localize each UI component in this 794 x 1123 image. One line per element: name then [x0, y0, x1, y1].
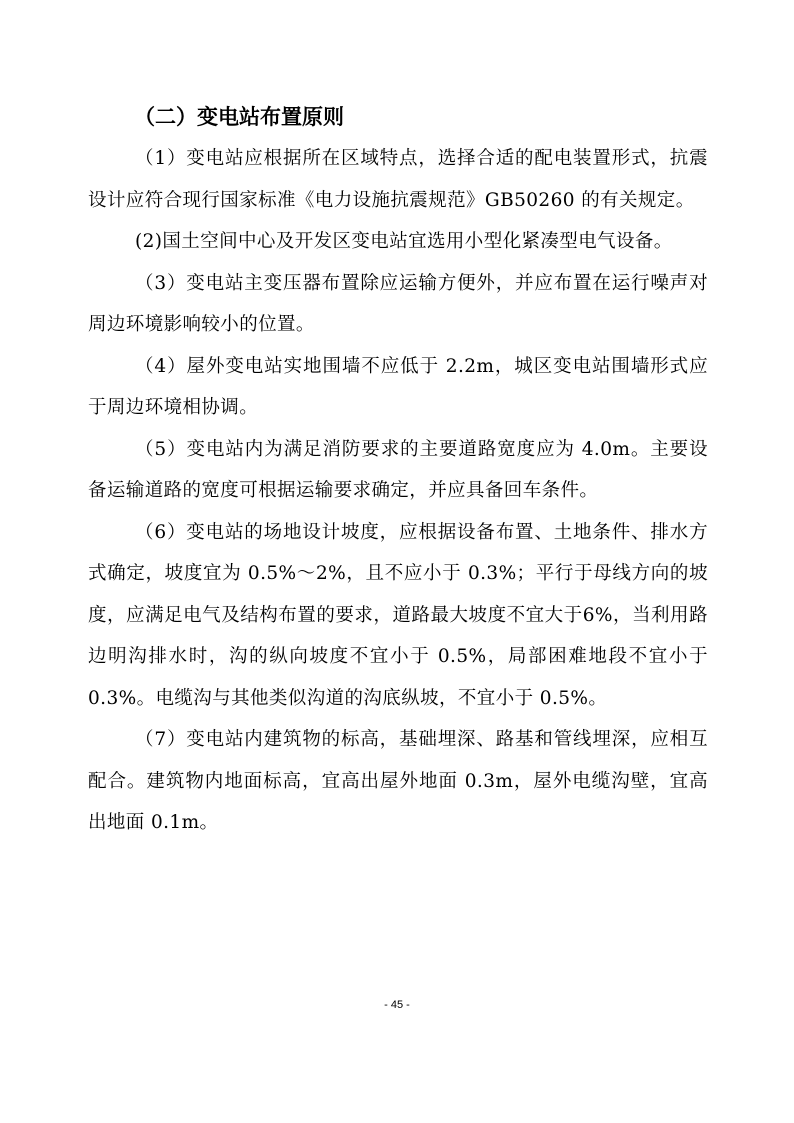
paragraph-3: （3）变电站主变压器布置除应运输方便外，并应布置在运行噪声对周边环境影响较小的位置。 [88, 272, 708, 335]
paragraph-2: (2)国土空间中心及开发区变电站宜选用小型化紧凑型电气设备。 [135, 231, 673, 252]
page-number: - 45 - [384, 999, 410, 1011]
section-title: （二）变电站布置原则 [134, 105, 344, 129]
paragraph-7: （7）变电站内建筑物的标高，基础埋深、路基和管线埋深，应相互配合。建筑物内地面标高，宜高出屋外地面 0.3m，屋外电缆沟壁，宜高出地面 0.1m。 [88, 729, 708, 833]
paragraph-6: （6）变电站的场地设计坡度，应根据设备布置、土地条件、排水方式确定，坡度宜为 0.5%～2%，且不应小于 0.3%；平行于母线方向的坡度，应满足电气及结构布置的要求，道路最大坡度不宜大于6%，当利用路边明沟排水时，沟的纵向坡度不宜小于 0.5%，局部困难地段不宜小于 0.3%。电缆沟与其他类似沟道的沟底纵坡，不宜小于 0.5%。 [88, 521, 708, 709]
paragraph-4: （4）屋外变电站实地围墙不应低于 2.2m，城区变电站围墙形式应于周边环境相协调。 [88, 355, 708, 418]
paragraph-5: （5）变电站内为满足消防要求的主要道路宽度应为 4.0m。主要设备运输道路的宽度可根据运输要求确定，并应具备回车条件。 [88, 438, 708, 501]
page-content [88, 97, 708, 844]
paragraph-1: （1）变电站应根据所在区域特点，选择合适的配电装置形式，抗震设计应符合现行国家标准《电力设施抗震规范》GB50260 的有关规定。 [88, 148, 708, 211]
